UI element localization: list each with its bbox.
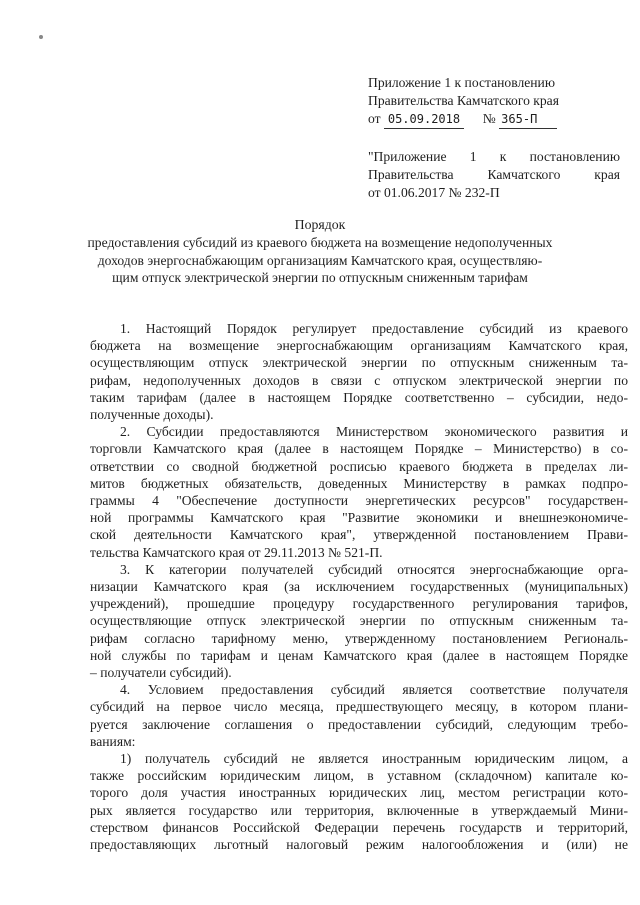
paragraph-line: митов бюджетных обязательств, доведенных Министерству в рамках подпро-: [90, 475, 628, 491]
paragraph-line: ной программы Камчатского края "Развитие экономики и внешнеэкономиче-: [90, 510, 628, 526]
paragraph-line: руется заключение соглашения о предоставлении субсидий, следующим требо-: [90, 716, 628, 732]
paragraph-line: – получатели субсидий).: [90, 665, 232, 681]
paragraph-4: [90, 681, 628, 750]
paragraph-line: бюджета на возмещение энергоснабжающим организациям Камчатского края,: [90, 338, 628, 354]
original-appendix-reference: [368, 148, 620, 202]
paragraph-2: [90, 423, 628, 561]
appendix-header: [368, 74, 618, 129]
number-label: №: [482, 111, 496, 126]
document-subtitle: предоставления субсидий из краевого бюджета на возмещение недополученных доходов энергоснабжающим организациям Камчатского края, осуществляю- щим отпуск электрической энергии по отпускным сниженным тарифам: [87, 235, 553, 285]
paragraph-line: рифам, недополученных доходов в связи с отпуском электрической энергии по: [90, 372, 628, 388]
from-label: от: [368, 111, 381, 126]
paragraph-line: осуществляющим отпуск электрической энергии по отпускным сниженным та-: [90, 355, 628, 371]
paragraph-line: также российским юридическим лицом, в уставном (складочном) капитале ко-: [90, 768, 628, 784]
appendix-line-2: Правительства Камчатского края: [368, 93, 559, 108]
paragraph-line: торого доля участия иностранных юридических лиц, местом регистрации кото-: [90, 785, 628, 801]
paragraph-line: таким тарифам (далее в настоящем Порядке соответственно – субсидии, недо-: [90, 389, 628, 405]
paragraph-line: ской деятельности Камчатского края", утвержденной постановлением Прави-: [90, 527, 628, 543]
appendix-line-1: Приложение 1 к постановлению: [368, 75, 555, 90]
paragraph-line: полученные доходы).: [90, 407, 214, 423]
paragraph-line: субсидий на первое число месяца, предшествующего месяцу, в котором плани-: [90, 699, 628, 715]
paragraph-line: 1. Настоящий Порядок регулирует предоставление субсидий из краевого: [120, 321, 628, 336]
paragraph-line: низации Камчатского края (за исключением государственных (муниципальных): [90, 579, 628, 595]
document-title: Порядок: [294, 217, 346, 232]
paragraph-3: [90, 561, 628, 681]
paragraph-line: граммы 4 "Обеспечение доступности энергетических ресурсов" государствен-: [90, 493, 628, 509]
paragraph-line: 1) получатель субсидий не является иностранным юридическим лицом, а: [120, 751, 628, 767]
paragraph-line: стерством финансов Российской Федерации перечень государств и территорий,: [90, 819, 628, 835]
quote-line-3: от 01.06.2017 № 232-П: [368, 185, 500, 200]
paragraph-line: ответствии со сводной бюджетной росписью краевого бюджета в пределах ли-: [90, 458, 628, 474]
paragraph-line: 3. К категории получателей субсидий относятся энергоснабжающие орга-: [120, 561, 628, 577]
decree-date: 05.09.2018: [384, 110, 464, 129]
paragraph-line: 4. Условием предоставления субсидий является соответствие получателя: [120, 682, 628, 698]
document-body: [90, 320, 628, 853]
quote-line-2: Правительства Камчатского края: [368, 167, 620, 182]
paragraph-1: [90, 320, 628, 423]
paragraph-line: учреждений), прошедшие процедуру государственного регулирования тарифов,: [90, 596, 628, 612]
paragraph-line: предоставляющих льготный налоговый режим налогообложения и (или) не: [90, 837, 628, 853]
quote-line-1: "Приложение 1 к постановлению: [368, 149, 620, 164]
paragraph-line: рифам согласно тарифному меню, утвержденному постановлением Региональ-: [90, 630, 628, 646]
paragraph-line: ной службы по тарифам и ценам Камчатского края (далее в настоящем Порядке: [90, 647, 628, 663]
paragraph-5: [90, 750, 628, 853]
paragraph-line: тельства Камчатского края от 29.11.2013 № 521-П.: [90, 544, 383, 560]
paragraph-line: 2. Субсидии предоставляются Министерством экономического развития и: [120, 424, 628, 440]
paragraph-line: торговли Камчатского края (далее в настоящем Порядке – Министерство) в со-: [90, 441, 628, 457]
paragraph-line: ваниям:: [90, 733, 136, 749]
decree-number: 365-П: [499, 110, 557, 129]
paragraph-line: осуществляющие отпуск электрической энергии по отпускным сниженным та-: [90, 613, 628, 629]
scan-speck: [39, 35, 43, 39]
paragraph-line: рых является государство или территория, включенные в утверждаемый Мини-: [90, 802, 628, 818]
appendix-date-line: [368, 110, 618, 129]
